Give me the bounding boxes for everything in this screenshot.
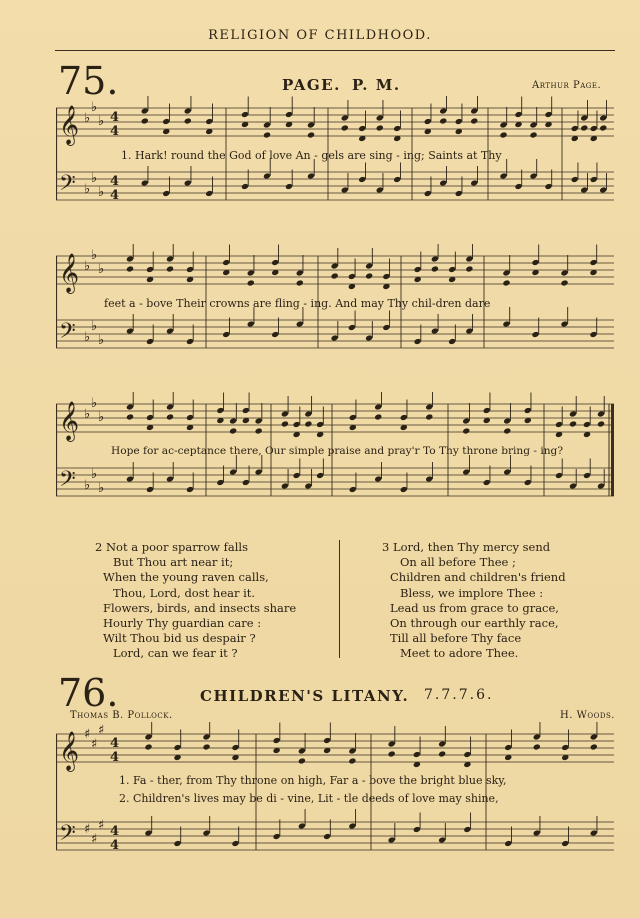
lyric-line: 1. Hark! round the God of love An - gels are sing - ing; Saints at Thy — [121, 149, 502, 162]
note — [229, 427, 237, 434]
note — [365, 272, 373, 279]
key-signature: ♯ — [98, 818, 105, 833]
treble-clef: 𝄞 — [59, 731, 80, 771]
lyric-line: 2. Children's lives may be di - vine, Lit - tle deeds of love may shine, — [119, 792, 499, 805]
key-signature: ♭ — [98, 185, 105, 200]
hymn-meter: P. M. — [352, 76, 401, 94]
note — [431, 265, 439, 272]
key-signature: ♭ — [84, 182, 91, 197]
time-signature: 4 — [110, 838, 120, 853]
music-system-4 — [56, 722, 614, 918]
note — [255, 427, 263, 434]
note — [296, 279, 304, 286]
note — [247, 279, 255, 286]
hymn-meter: 7.7.7.6. — [424, 687, 494, 703]
verse-line: Wilt Thou bid us despair ? — [103, 631, 256, 646]
note — [580, 124, 588, 131]
time-signature: 4 — [110, 824, 120, 839]
note — [166, 413, 174, 420]
key-signature: ♯ — [98, 723, 105, 738]
verse-line: On through our earthly race, — [390, 616, 559, 631]
verse-line: Till all before Thy face — [390, 631, 522, 646]
note — [144, 743, 152, 750]
note — [465, 265, 473, 272]
verse-line: Lead us from grace to grace, — [390, 600, 559, 615]
key-signature: ♯ — [91, 832, 98, 847]
bass-clef: 𝄢 — [59, 319, 76, 349]
note — [202, 743, 210, 750]
key-signature: ♯ — [84, 822, 91, 837]
note — [376, 124, 384, 131]
note — [590, 743, 598, 750]
treble-clef: 𝄞 — [59, 401, 80, 441]
lyric-line: 1. Fa - ther, from Thy throne on high, Far a - bove the bright blue sky, — [119, 774, 507, 787]
note — [281, 420, 289, 427]
hymn-number: 75. — [58, 59, 119, 103]
key-signature: ♭ — [84, 111, 91, 126]
author: Thomas B. Pollock. — [70, 710, 173, 721]
composer: H. Woods. — [560, 710, 615, 721]
lyric-line: feet a - bove Their crowns are fling - ing. And may Thy chil-dren dare — [104, 297, 491, 310]
running-head: RELIGION OF CHILDHOOD. — [208, 28, 432, 43]
note — [348, 757, 356, 764]
note — [599, 124, 607, 131]
note — [438, 750, 446, 757]
key-signature: ♭ — [84, 407, 91, 422]
lyric-line: Hope for ac-ceptance there, Our simple praise and pray'r To Thy throne bring - ing? — [111, 445, 564, 457]
verse-line: Meet to adore Thee. — [400, 646, 519, 661]
note — [331, 272, 339, 279]
verse-line: Flowers, birds, and insects share — [103, 600, 297, 615]
note — [166, 265, 174, 272]
note — [470, 117, 478, 124]
time-signature: 4 — [110, 174, 120, 189]
verse-line: But Thou art near it; — [113, 555, 234, 570]
note — [374, 413, 382, 420]
key-signature: ♭ — [84, 259, 91, 274]
verse-line: 2 Not a poor sparrow falls — [95, 540, 249, 554]
time-signature: 4 — [110, 124, 120, 139]
verse-line: Bless, we implore Thee : — [400, 585, 544, 600]
time-signature: 4 — [110, 188, 120, 203]
key-signature: ♭ — [98, 410, 105, 425]
bass-clef: 𝄢 — [59, 171, 76, 201]
note — [569, 420, 577, 427]
treble-clef: 𝄞 — [59, 105, 80, 145]
note — [307, 131, 315, 138]
verse-line: When the young raven calls, — [103, 570, 269, 585]
hymn-number: 76. — [58, 671, 119, 715]
key-signature: ♭ — [98, 262, 105, 277]
key-signature: ♭ — [91, 100, 98, 115]
verse-line: On all before Thee ; — [400, 555, 516, 570]
header-rule — [55, 50, 615, 51]
verse-2 — [95, 540, 296, 662]
note — [184, 117, 192, 124]
note — [263, 131, 271, 138]
treble-clef: 𝄞 — [59, 253, 80, 293]
time-signature: 4 — [110, 110, 120, 125]
composer: Arthur Page. — [532, 80, 602, 91]
note — [304, 420, 312, 427]
key-signature: ♭ — [91, 319, 98, 334]
note — [533, 743, 541, 750]
time-signature: 4 — [110, 736, 120, 751]
note — [439, 117, 447, 124]
note — [503, 427, 511, 434]
key-signature: ♭ — [98, 333, 105, 348]
key-signature: ♭ — [98, 114, 105, 129]
hymn-title: PAGE. — [282, 76, 341, 94]
verse-line: 3 Lord, then Thy mercy send — [382, 540, 551, 554]
verse-line: Hourly Thy guardian care : — [103, 616, 262, 631]
key-signature: ♭ — [98, 481, 105, 496]
note — [502, 279, 510, 286]
note — [298, 757, 306, 764]
bass-clef: 𝄢 — [59, 467, 76, 497]
key-signature: ♭ — [91, 396, 98, 411]
key-signature: ♭ — [91, 248, 98, 263]
note — [425, 413, 433, 420]
key-signature: ♭ — [84, 330, 91, 345]
note — [529, 131, 537, 138]
key-signature: ♯ — [84, 727, 91, 742]
verse-3 — [382, 540, 566, 662]
note — [126, 265, 134, 272]
key-signature: ♯ — [91, 737, 98, 752]
note — [499, 131, 507, 138]
note — [341, 124, 349, 131]
note — [462, 427, 470, 434]
key-signature: ♭ — [91, 467, 98, 482]
note — [126, 413, 134, 420]
verse-line: Children and children's friend — [390, 570, 566, 585]
hymn-title: CHILDREN'S LITANY. — [200, 687, 410, 705]
verse-line: Thou, Lord, dost hear it. — [113, 585, 256, 600]
key-signature: ♭ — [91, 171, 98, 186]
note — [597, 420, 605, 427]
column-divider — [339, 540, 340, 658]
key-signature: ♭ — [84, 478, 91, 493]
bass-clef: 𝄢 — [59, 821, 76, 851]
time-signature: 4 — [110, 750, 120, 765]
note — [141, 117, 149, 124]
verse-line: Lord, can we fear it ? — [113, 646, 238, 661]
note — [560, 279, 568, 286]
note — [388, 750, 396, 757]
